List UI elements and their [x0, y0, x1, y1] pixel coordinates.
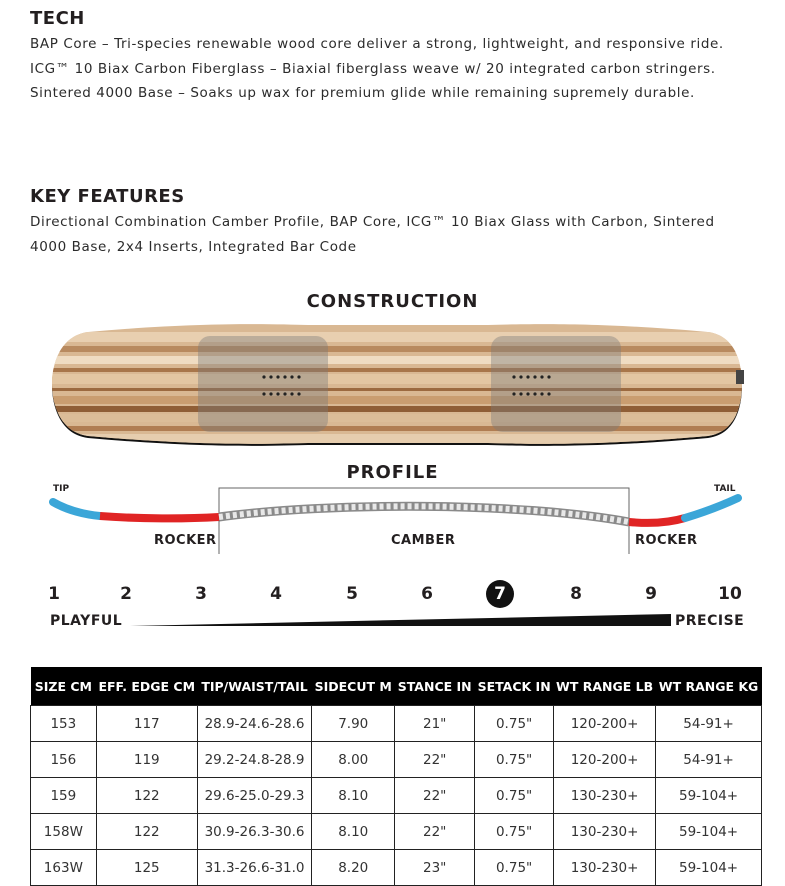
- table-cell: 130-230+: [554, 850, 656, 886]
- spec-header-cell: WT RANGE KG: [656, 667, 762, 706]
- construction-title: CONSTRUCTION: [306, 291, 479, 312]
- table-cell: 130-230+: [554, 814, 656, 850]
- spec-header-cell: WT RANGE LB: [554, 667, 656, 706]
- table-cell: 8.10: [312, 814, 395, 850]
- scale-number: 3: [195, 584, 207, 604]
- snowboard-construction-graphic: [48, 318, 748, 450]
- table-cell: 29.2-24.8-28.9: [197, 742, 311, 778]
- spec-header-row: [31, 667, 762, 706]
- table-cell: 120-200+: [554, 742, 656, 778]
- table-cell: 21": [395, 706, 475, 742]
- profile-title: PROFILE: [346, 462, 439, 483]
- key-features-line-1: Directional Combination Camber Profile, BAP Core, ICG™ 10 Biax Glass with Carbon, Sintered: [30, 214, 715, 230]
- left-rocker-label: ROCKER: [154, 533, 217, 548]
- table-cell: 22": [395, 778, 475, 814]
- table-cell: 120-200+: [554, 706, 656, 742]
- scale-number: 10: [718, 584, 742, 604]
- playful-label: PLAYFUL: [50, 613, 123, 629]
- table-cell: 54-91+: [656, 742, 762, 778]
- scale-number: 4: [270, 584, 282, 604]
- right-rocker-label: ROCKER: [635, 533, 698, 548]
- scale-number: 2: [120, 584, 132, 604]
- table-cell: 156: [31, 742, 97, 778]
- table-cell: 119: [96, 742, 197, 778]
- tech-heading: TECH: [30, 8, 85, 29]
- table-cell: 31.3-26.6-31.0: [197, 850, 311, 886]
- tail-label: TAIL: [714, 484, 736, 494]
- table-cell: 54-91+: [656, 706, 762, 742]
- table-cell: 59-104+: [656, 850, 762, 886]
- table-cell: 130-230+: [554, 778, 656, 814]
- spec-header-cell: STANCE IN: [395, 667, 475, 706]
- table-row: [31, 850, 762, 886]
- spec-header-cell: SETACK IN: [475, 667, 554, 706]
- key-features-heading: KEY FEATURES: [30, 186, 185, 207]
- table-cell: 0.75": [475, 706, 554, 742]
- table-cell: 22": [395, 742, 475, 778]
- scale-number: 8: [570, 584, 582, 604]
- table-cell: 30.9-26.3-30.6: [197, 814, 311, 850]
- table-cell: 0.75": [475, 814, 554, 850]
- table-row: [31, 742, 762, 778]
- table-cell: 163W: [31, 850, 97, 886]
- table-row: [31, 778, 762, 814]
- spec-header-cell: TIP/WAIST/TAIL: [197, 667, 311, 706]
- table-cell: 122: [96, 778, 197, 814]
- right-rocker-section: [629, 518, 685, 523]
- table-cell: 7.90: [312, 706, 395, 742]
- table-cell: 122: [96, 814, 197, 850]
- table-row: [31, 814, 762, 850]
- table-cell: 59-104+: [656, 814, 762, 850]
- table-row: [31, 706, 762, 742]
- spec-table: [30, 667, 762, 886]
- table-cell: 0.75": [475, 742, 554, 778]
- camber-label: CAMBER: [391, 533, 456, 548]
- precise-label: PRECISE: [675, 613, 745, 629]
- left-rocker-section: [100, 516, 219, 518]
- table-cell: 8.20: [312, 850, 395, 886]
- table-cell: 0.75": [475, 850, 554, 886]
- scale-number: 1: [48, 584, 60, 604]
- table-cell: 22": [395, 814, 475, 850]
- table-cell: 159: [31, 778, 97, 814]
- table-cell: 28.9-24.6-28.6: [197, 706, 311, 742]
- table-cell: 125: [96, 850, 197, 886]
- tech-line-core: BAP Core – Tri-species renewable wood core deliver a strong, lightweight, and responsive ride.: [30, 36, 724, 52]
- table-cell: 0.75": [475, 778, 554, 814]
- table-cell: 153: [31, 706, 97, 742]
- rear-insert-zone: [491, 336, 621, 432]
- tech-line-fiberglass: ICG™ 10 Biax Carbon Fiberglass – Biaxial fiberglass weave w/ 20 integrated carbon stringers.: [30, 61, 716, 77]
- table-cell: 8.00: [312, 742, 395, 778]
- table-cell: 158W: [31, 814, 97, 850]
- table-cell: 117: [96, 706, 197, 742]
- scale-number: 5: [346, 584, 358, 604]
- key-features-line-2: 4000 Base, 2x4 Inserts, Integrated Bar Code: [30, 239, 357, 255]
- scale-number: 6: [421, 584, 433, 604]
- tip-section: [53, 502, 100, 516]
- table-cell: 59-104+: [656, 778, 762, 814]
- front-insert-zone: [198, 336, 328, 432]
- table-cell: 29.6-25.0-29.3: [197, 778, 311, 814]
- table-cell: 23": [395, 850, 475, 886]
- scale-number: 9: [645, 584, 657, 604]
- spec-header-cell: SIDECUT M: [312, 667, 395, 706]
- spec-header-cell: EFF. EDGE CM: [96, 667, 197, 706]
- tip-label: TIP: [53, 484, 70, 494]
- tail-section: [685, 498, 738, 518]
- scale-wedge: [130, 613, 671, 627]
- scale-number-selected: 7: [486, 580, 514, 608]
- tech-line-base: Sintered 4000 Base – Soaks up wax for premium glide while remaining supremely durable.: [30, 85, 695, 101]
- spec-header-cell: SIZE CM: [31, 667, 97, 706]
- table-cell: 8.10: [312, 778, 395, 814]
